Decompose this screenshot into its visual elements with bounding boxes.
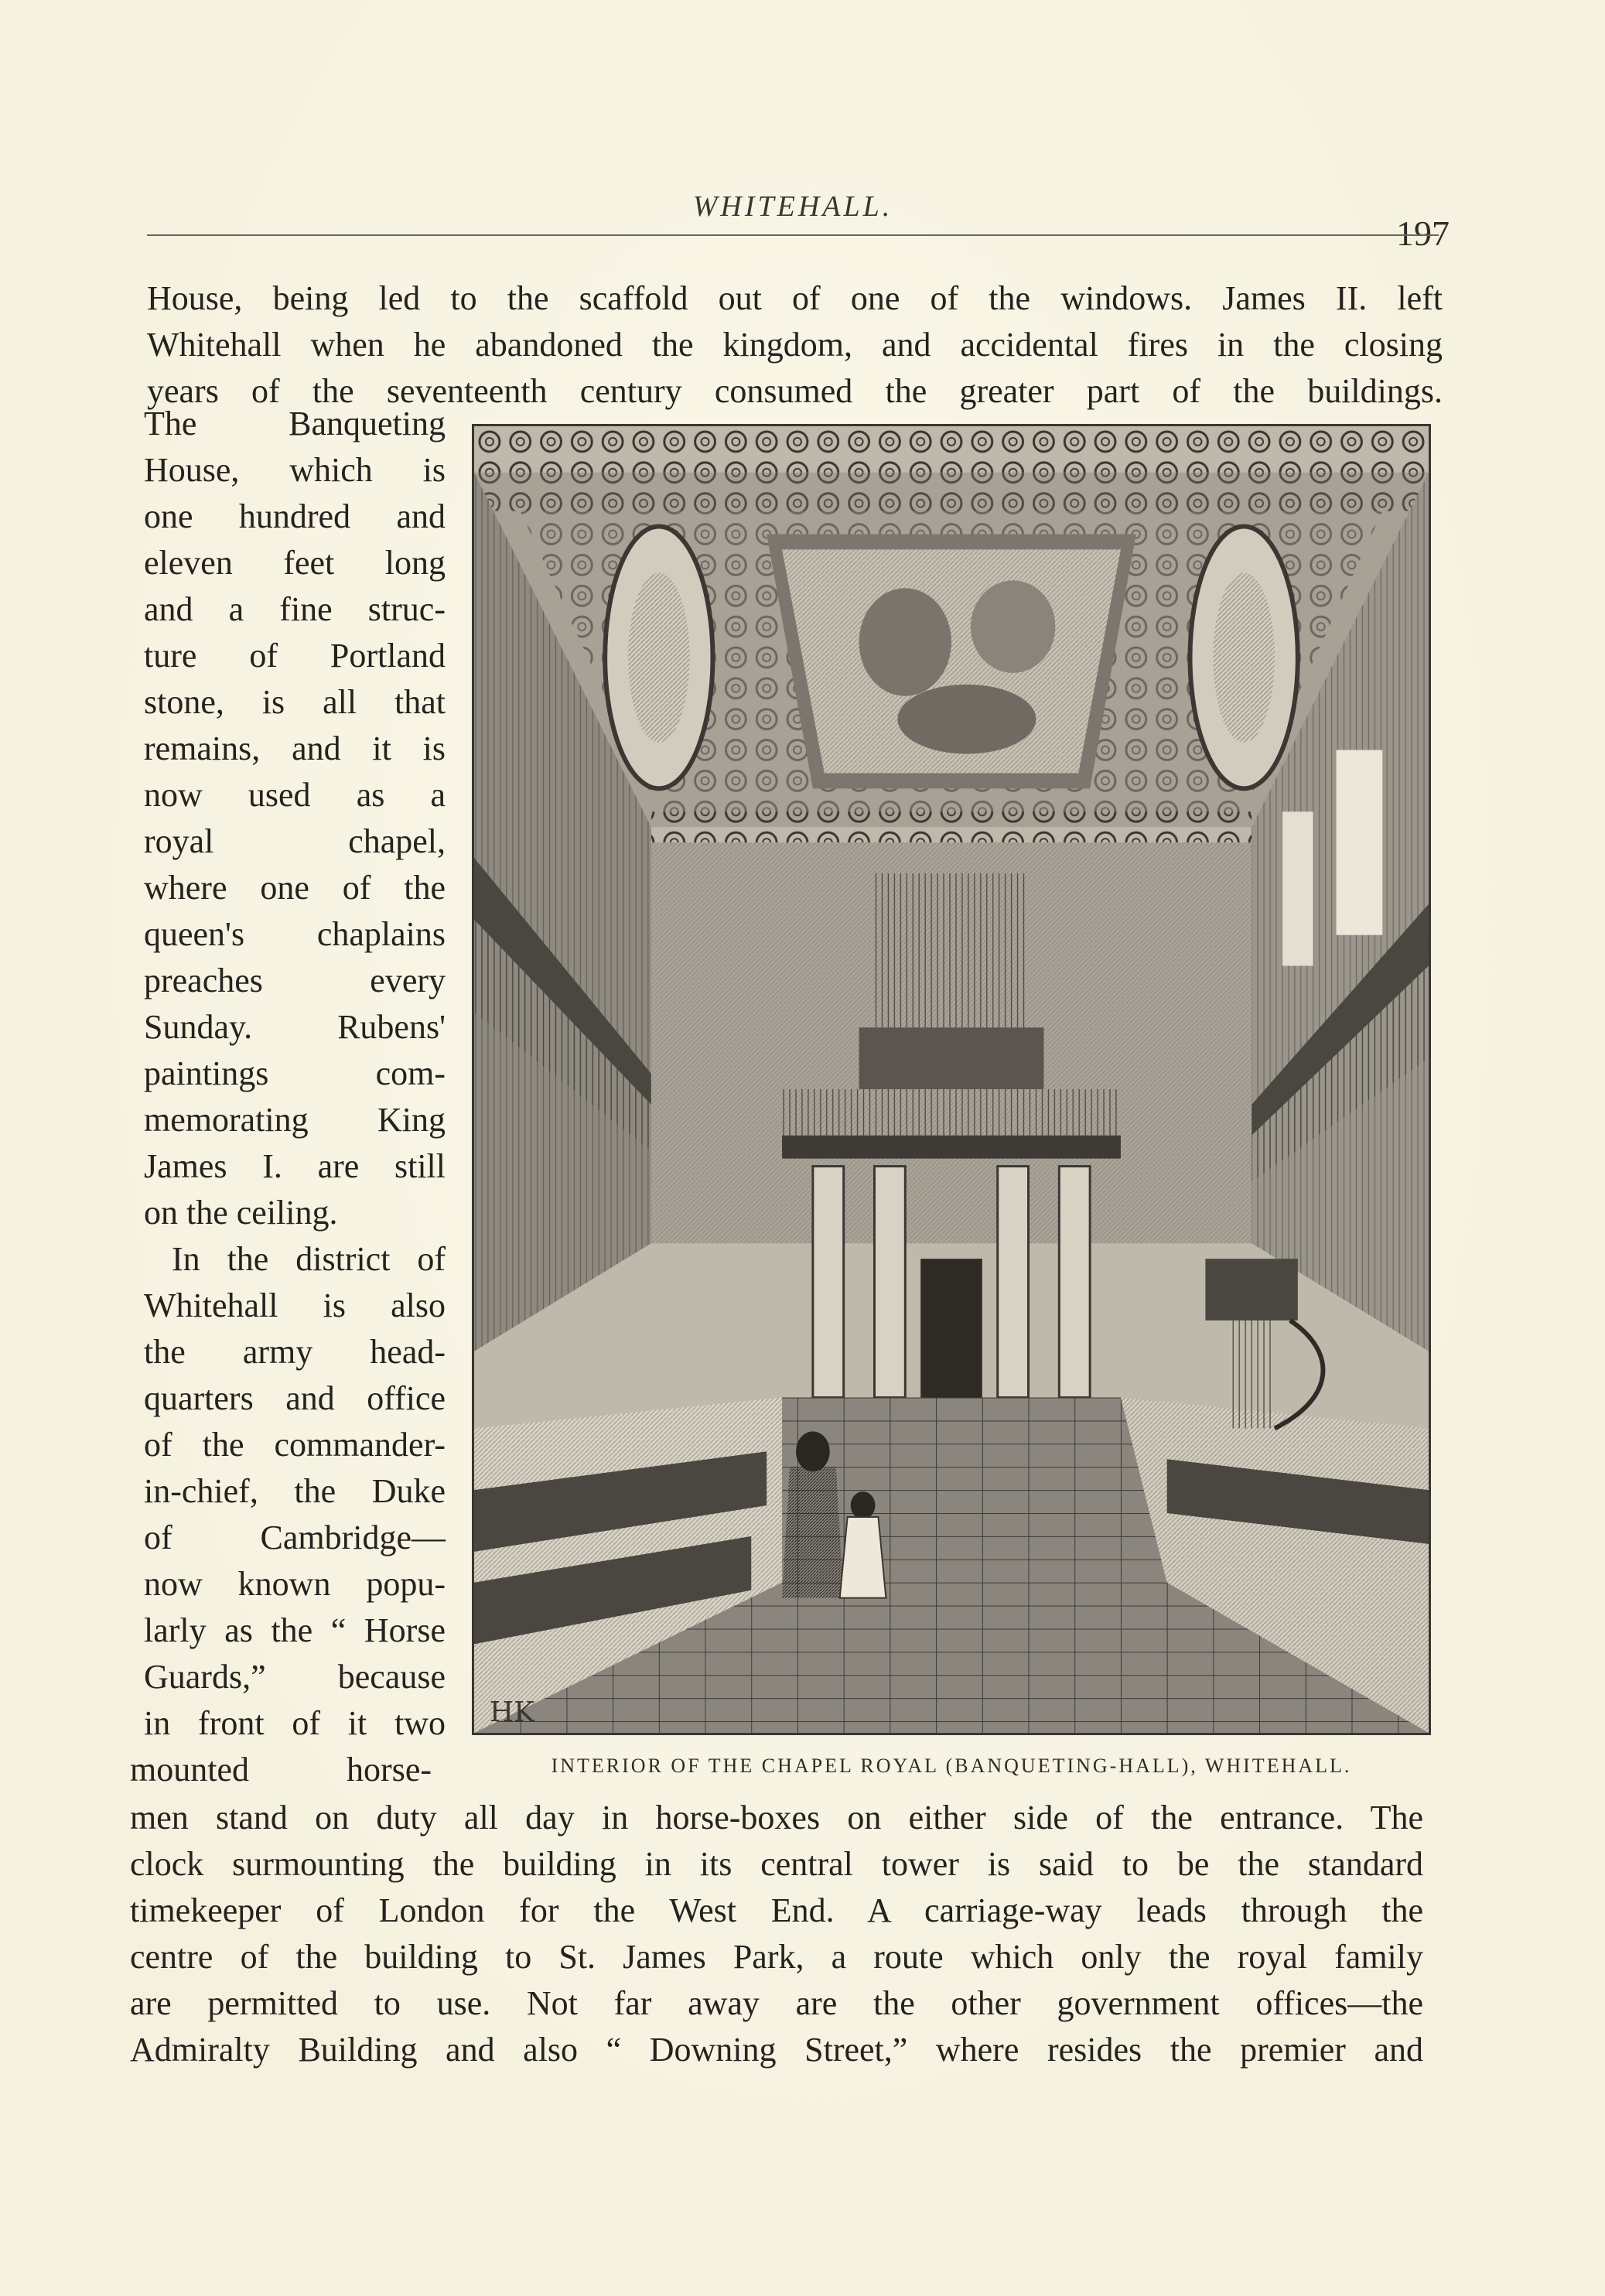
- side-column-line: Guards,” because: [144, 1658, 446, 1696]
- side-column-line: memorating King: [144, 1101, 446, 1139]
- side-column-line: of Cambridge—: [144, 1519, 446, 1556]
- side-column-line: remains, and it is: [144, 729, 446, 767]
- bottom-paragraph-line: are permitted to use. Not far away are the other government offices—the: [130, 1984, 1423, 2022]
- side-column-line: House, which is: [144, 451, 446, 489]
- side-column-line: of the commander-: [144, 1426, 446, 1464]
- side-column-line: where one of the: [144, 869, 446, 907]
- side-column-line: ture of Portland: [144, 637, 446, 675]
- chapel-interior-engraving-icon: [474, 426, 1429, 1733]
- side-column-line: now known popu-: [144, 1565, 446, 1603]
- svg-text:HK: HK: [489, 1696, 534, 1729]
- side-column-line: and a fine struc-: [144, 590, 446, 628]
- side-column-line: mounted horse-: [130, 1751, 432, 1789]
- side-column-line: The Banqueting: [144, 405, 446, 442]
- side-column-line: one hundred and: [144, 497, 446, 535]
- side-column-line: now used as a: [144, 776, 446, 814]
- header-rule: [147, 234, 1439, 236]
- figure-caption: INTERIOR OF THE CHAPEL ROYAL (BANQUETING-HALL), WHITEHALL.: [551, 1754, 1352, 1777]
- page-number: 197: [1396, 214, 1450, 253]
- side-column-line: in front of it two: [144, 1704, 446, 1742]
- side-column-line: the army head-: [144, 1333, 446, 1371]
- side-column-line: queen's chaplains: [144, 915, 446, 953]
- side-column-line: James I. are still: [144, 1147, 446, 1185]
- top-paragraph-line: House, being led to the scaffold out of one of the windows. James II. left: [147, 279, 1443, 317]
- side-column-line: preaches every: [144, 962, 446, 999]
- side-column-line: quarters and office: [144, 1379, 446, 1417]
- side-column-line: stone, is all that: [144, 683, 446, 721]
- bottom-paragraph-line: centre of the building to St. James Park, a route which only the royal family: [130, 1938, 1423, 1976]
- top-paragraph-line: years of the seventeenth century consumed the greater part of the buildings.: [147, 372, 1443, 410]
- side-column-line: in-chief, the Duke: [144, 1472, 446, 1510]
- side-column-line: eleven feet long: [144, 544, 446, 582]
- side-column-line: paintings com-: [144, 1054, 446, 1092]
- bottom-paragraph-line: Admiralty Building and also “ Downing Street,” where resides the premier and: [130, 2031, 1423, 2069]
- side-column-line: royal chapel,: [144, 822, 446, 860]
- bottom-paragraph-line: timekeeper of London for the West End. A carriage-way leads through the: [130, 1891, 1423, 1929]
- side-column-line: Whitehall is also: [144, 1286, 446, 1324]
- running-title: WHITEHALL.: [692, 190, 893, 223]
- chapel-royal-illustration: [472, 424, 1431, 1735]
- bottom-paragraph-line: men stand on duty all day in horse-boxes on either side of the entrance. The: [130, 1799, 1423, 1836]
- side-column-line: In the district of: [172, 1240, 446, 1278]
- side-column-line: on the ceiling.: [144, 1194, 338, 1232]
- top-paragraph-line: Whitehall when he abandoned the kingdom, and accidental fires in the closing: [147, 326, 1443, 364]
- side-column-line: Sunday. Rubens': [144, 1008, 446, 1046]
- bottom-paragraph-line: clock surmounting the building in its central tower is said to be the standard: [130, 1845, 1423, 1883]
- side-column-line: larly as the “ Horse: [144, 1611, 446, 1649]
